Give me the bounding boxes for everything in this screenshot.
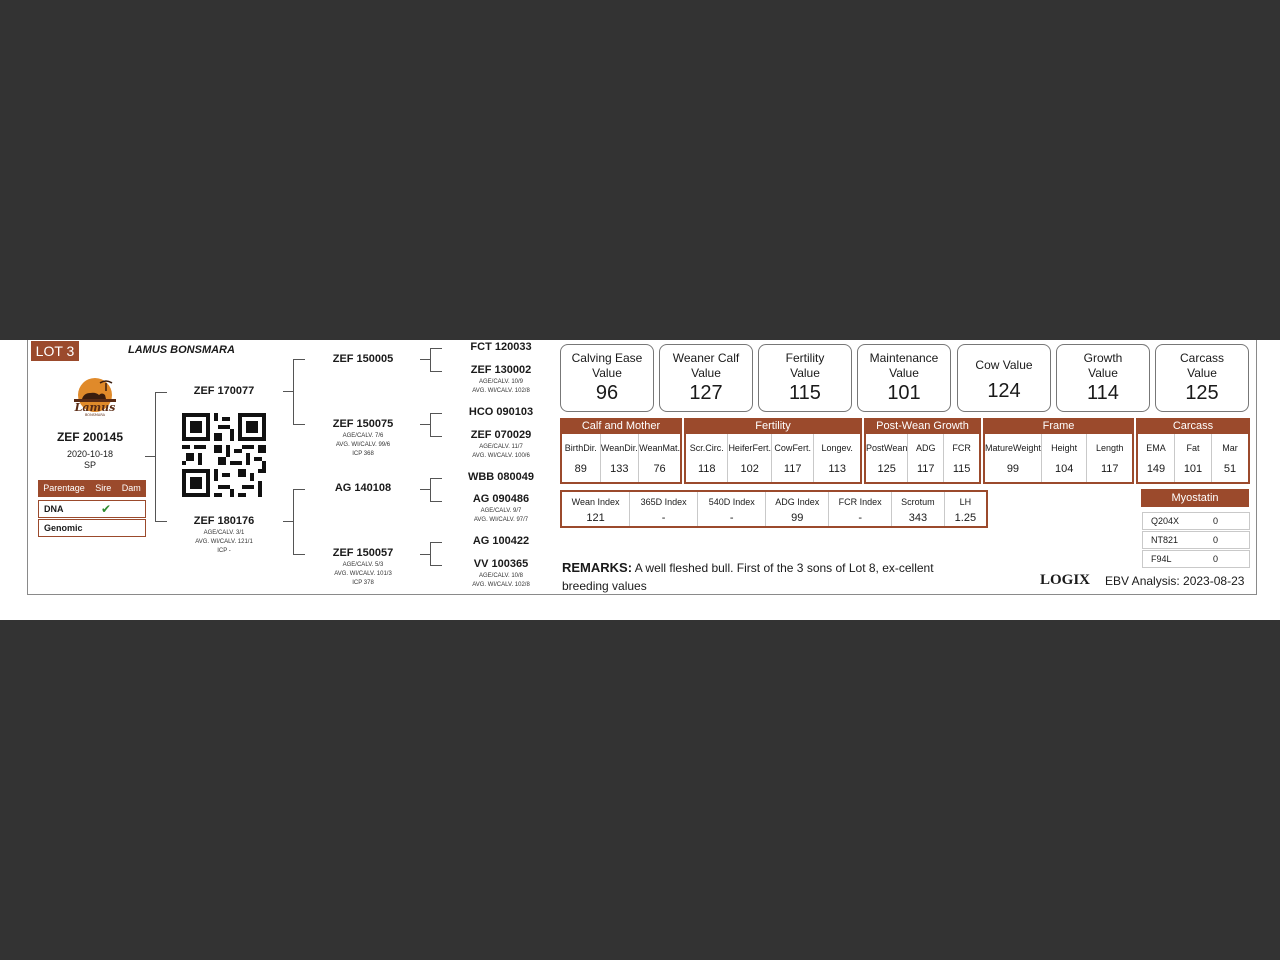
parentage-row-label: Genomic: [44, 523, 83, 533]
pedigree-sdd-wi: AVG. WI/CALV. 100/6: [472, 453, 530, 459]
value-box-growth: [1056, 344, 1150, 412]
value-box-title: Carcass: [1179, 351, 1224, 365]
parentage-row-genomic: [38, 519, 146, 537]
logix-logo: LOGIX: [1040, 572, 1091, 588]
pedigree-dam-wi: AVG. WI/CALV. 121/1: [195, 539, 253, 545]
ebv-cell-height: Height 104: [1042, 434, 1088, 482]
group-header-fertility: Fertility: [684, 418, 862, 434]
value-box-value: 127: [689, 382, 723, 404]
myostatin-row: F94L 0: [1142, 550, 1250, 568]
value-box-subtitle: Value: [790, 366, 820, 380]
pedigree-dd: ZEF 150057: [332, 547, 394, 559]
pedigree-sds: HCO 090103: [468, 406, 534, 418]
parentage-row-label: DNA: [44, 504, 64, 514]
ebv-cell-mature-weight: Mature Weight 99: [985, 434, 1042, 482]
pedigree-dam-age: AGE/CALV. 3/1: [203, 530, 245, 536]
value-box-subtitle: Value: [691, 366, 721, 380]
pedigree-dds: AG 100422: [472, 535, 530, 547]
lot-badge: LOT 3: [31, 341, 79, 361]
index-table: [560, 490, 988, 528]
ebv-cell-fcr: FCR 115: [952, 442, 971, 475]
pedigree-ssd: ZEF 130002: [470, 364, 532, 376]
animal-code: SP: [83, 460, 96, 470]
pedigree-sire: ZEF 170077: [193, 385, 255, 397]
ebv-analysis-date: EBV Analysis: 2023-08-23: [1105, 574, 1245, 588]
value-box-carcass: [1155, 344, 1249, 412]
ebv-group-post-wean: [864, 434, 981, 484]
pedigree-ssd-age: AGE/CALV. 10/9: [478, 379, 524, 385]
group-header-carcass: Carcass: [1136, 418, 1250, 434]
qr-code-icon: [182, 413, 266, 497]
remarks: [562, 559, 942, 595]
farm-name: LAMUS BONSMARA: [128, 344, 235, 356]
pedigree-sd-wi: AVG. WI/CALV. 99/6: [335, 442, 391, 448]
pedigree-ds: AG 140108: [334, 482, 392, 494]
group-header-post-wean-growth: Post-Wean Growth: [864, 418, 981, 434]
parentage-header-label: Parentage: [43, 483, 85, 493]
ebv-cell-post-wean: Post Wean 125: [866, 434, 908, 482]
index-cell-scrotum: Scrotum 343: [892, 492, 945, 526]
value-box-title: Calving Ease: [571, 351, 643, 365]
ebv-cell-fat: Fat 101: [1175, 434, 1212, 482]
pedigree-sdd-age: AGE/CALV. 11/7: [479, 444, 523, 450]
ebv-cell-length: Length 117: [1095, 442, 1124, 475]
index-cell-365d: 365D Index -: [630, 492, 698, 526]
value-box-subtitle: Value: [1088, 366, 1118, 380]
ebv-cell-cow-fert: Cow Fert. 117: [772, 434, 814, 482]
animal-id: ZEF 200145: [56, 430, 124, 444]
value-box-value: 125: [1185, 382, 1219, 404]
value-box-subtitle: Value: [592, 366, 622, 380]
rhino-sunset-logo: [70, 375, 120, 417]
pedigree-sd-age: AGE/CALV. 7/6: [342, 433, 384, 439]
ebv-group-calf-mother: [560, 434, 682, 484]
ebv-cell-birth-dir: Birth Dir. 89: [562, 434, 601, 482]
myostatin-header: Myostatin: [1141, 489, 1249, 507]
value-box-title: Cow Value: [975, 358, 1033, 372]
parentage-header-dam: Dam: [121, 483, 141, 493]
pedigree-dd-age: AGE/CALV. 5/3: [342, 562, 384, 568]
value-box-calving-ease: [560, 344, 654, 412]
index-cell-adg: ADG Index 99: [766, 492, 829, 526]
ebv-cell-scr-circ: Scr. Circ. 118: [686, 434, 728, 482]
value-box-value: 115: [789, 382, 821, 404]
ebv-cell-mar: Mar 51: [1222, 442, 1238, 475]
pedigree-ddd-age: AGE/CALV. 10/8: [478, 573, 524, 579]
checkmark-icon: ✔: [101, 502, 112, 516]
ebv-cell-adg: ADG 117: [908, 434, 944, 482]
pedigree-ddd: VV 100365: [473, 558, 529, 570]
ebv-group-carcass: [1136, 434, 1250, 484]
parentage-row-dna: [38, 500, 146, 518]
group-header-calf-mother: Calf and Mother: [560, 418, 682, 434]
index-cell-fcr: FCR Index -: [829, 492, 892, 526]
ebv-cell-wean-mat: Wean Mat. 76: [639, 442, 680, 475]
pedigree-ddd-wi: AVG. WI/CALV. 102/8: [472, 582, 530, 588]
value-box-title: Growth: [1083, 351, 1123, 365]
remarks-label: REMARKS:: [562, 560, 633, 575]
value-box-value: 124: [987, 380, 1021, 402]
pedigree-sd-icp: ICP 368: [352, 451, 374, 457]
value-box-weaner-calf: [659, 344, 753, 412]
value-box-title: Weaner Calf: [672, 351, 740, 365]
pedigree-ssd-wi: AVG. WI/CALV. 102/8: [472, 388, 530, 394]
pedigree-dsd-age: AGE/CALV. 9/7: [480, 508, 522, 514]
pedigree-dam: ZEF 180176: [193, 515, 255, 527]
value-box-fertility: [758, 344, 852, 412]
ebv-group-frame: [983, 434, 1134, 484]
value-box-title: Fertility: [785, 351, 825, 365]
value-box-value: 96: [595, 382, 619, 404]
pedigree-dd-icp: ICP 378: [352, 580, 374, 586]
ebv-cell-heifer-fert: Heifer Fert. 102: [728, 434, 772, 482]
logo-text: Lamus: [74, 401, 116, 414]
value-box-value: 114: [1087, 382, 1119, 404]
value-box-maintenance: [857, 344, 951, 412]
myostatin-row: Q204X 0: [1142, 512, 1250, 530]
logo-subtext: BONSMARA: [84, 413, 106, 417]
group-header-frame: Frame: [983, 418, 1134, 434]
index-cell-540d: 540D Index -: [698, 492, 766, 526]
myostatin-row: NT821 0: [1142, 531, 1250, 549]
parentage-header: [38, 480, 146, 497]
pedigree-dsd: AG 090486: [472, 493, 530, 505]
pedigree-sdd: ZEF 070029: [470, 429, 532, 441]
pedigree-dsd-wi: AVG. WI/CALV. 97/7: [473, 517, 529, 523]
pedigree-dam-icp: ICP -: [217, 548, 231, 554]
ebv-cell-wean-dir: Wean Dir. 133: [601, 434, 640, 482]
animal-dob: 2020-10-18: [66, 449, 114, 459]
pedigree-dss: WBB 080049: [467, 471, 535, 483]
remarks-text: A well fleshed bull. First of the 3 sons of Lot 8, ex-cellent breeding values: [562, 561, 934, 593]
index-cell-wean: Wean Index 121: [562, 492, 630, 526]
ebv-cell-ema: EMA 149: [1138, 434, 1175, 482]
ebv-group-fertility: [684, 434, 862, 484]
pedigree-ss: ZEF 150005: [332, 353, 394, 365]
pedigree-sss: FCT 120033: [470, 341, 532, 353]
pedigree-sd: ZEF 150075: [332, 418, 394, 430]
pedigree-dd-wi: AVG. WI/CALV. 101/3: [334, 571, 392, 577]
ebv-cell-longev: Longev. 113: [821, 442, 853, 475]
value-box-subtitle: Value: [1187, 366, 1217, 380]
value-box-cow: [957, 344, 1051, 412]
value-box-title: Maintenance: [869, 351, 939, 365]
value-box-value: 101: [887, 382, 921, 404]
value-box-subtitle: Value: [889, 366, 919, 380]
parentage-header-sire: Sire: [95, 483, 112, 493]
index-cell-lh: LH 1.25: [954, 496, 977, 524]
